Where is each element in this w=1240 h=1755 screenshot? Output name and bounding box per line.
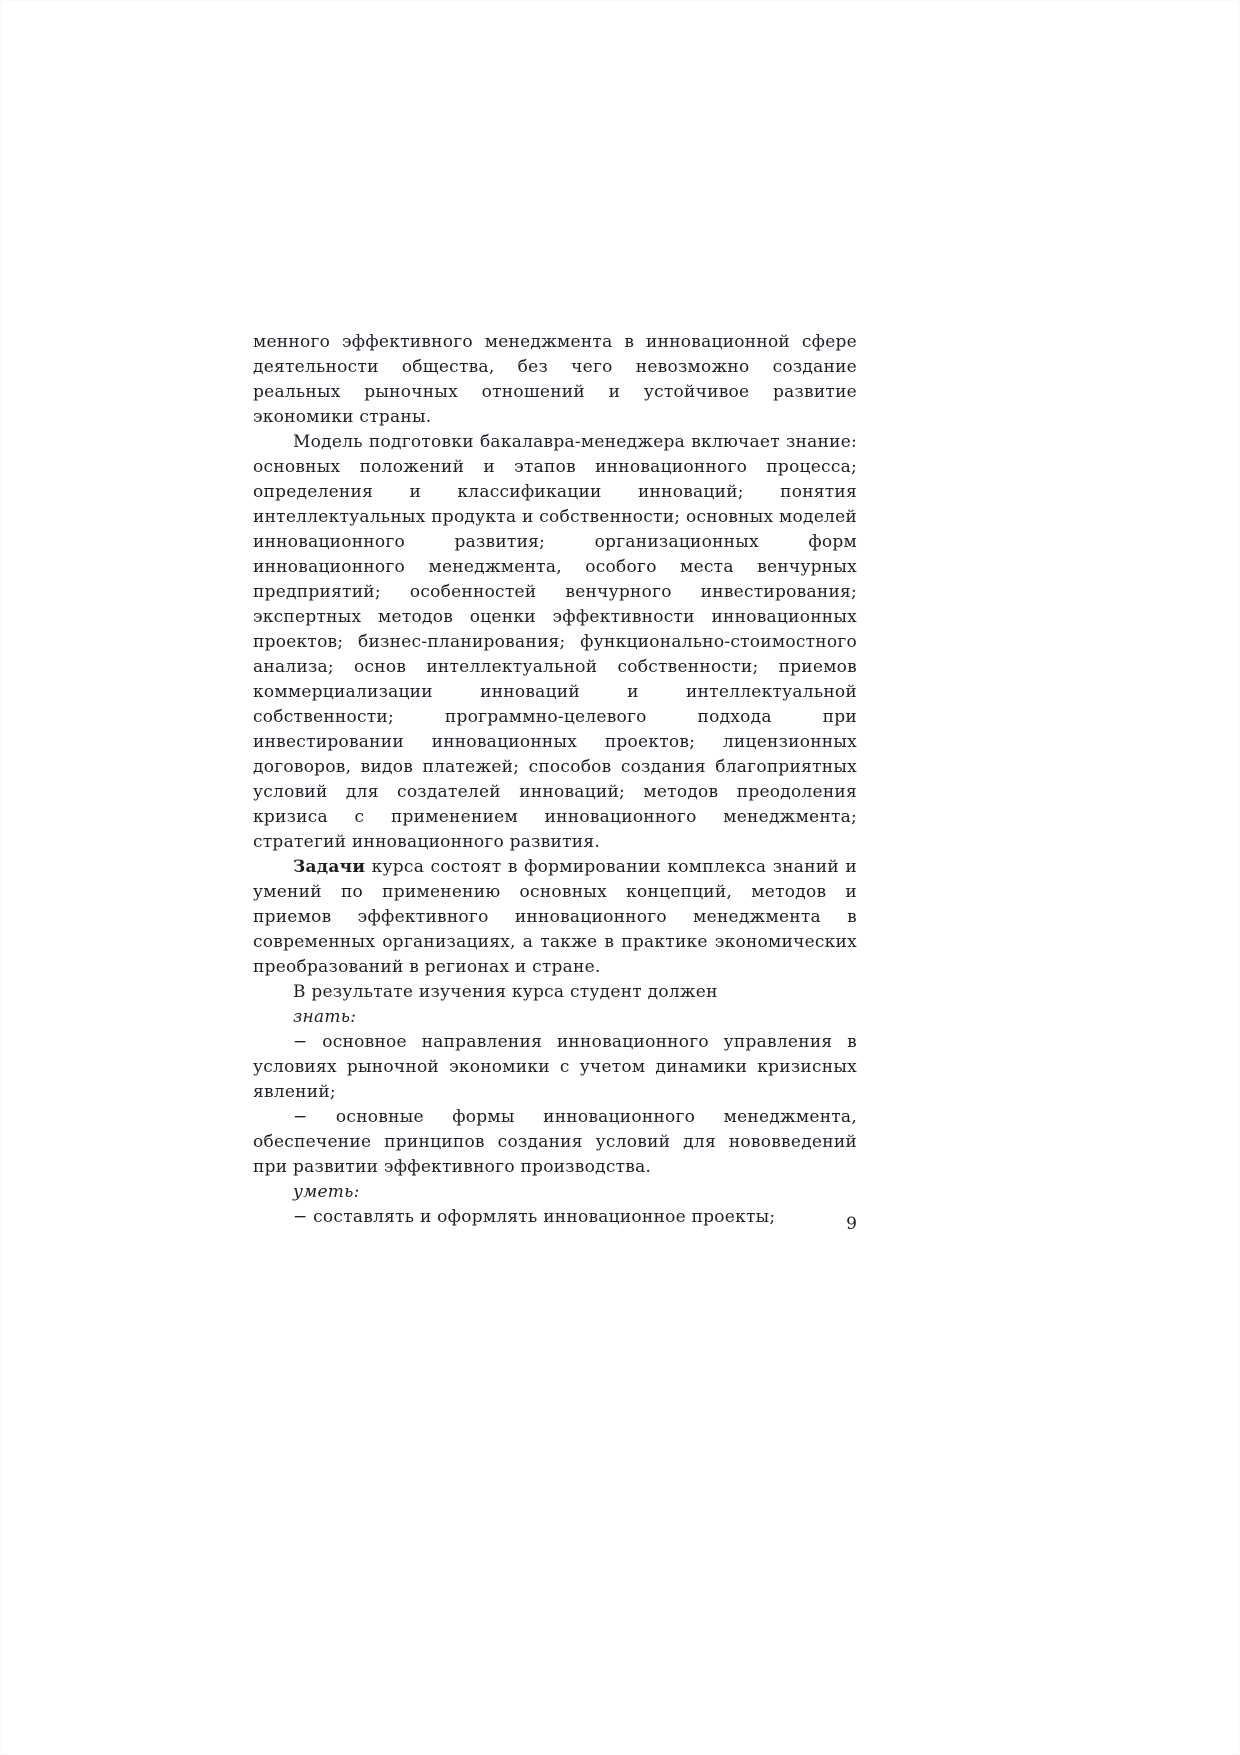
text-run: − основное направления инновационного управления в условиях рыночной экономики с учетом динамики кризисных явлений;	[253, 1032, 857, 1102]
paragraph	[253, 1005, 857, 1030]
paragraph	[253, 430, 857, 855]
text-run: менного эффективного менеджмента в инновационной сфере деятельности общества, без чего невозможно создание реальных рыночных отношений и устойчивое развитие экономики страны.	[253, 332, 857, 427]
paragraph	[253, 855, 857, 980]
paragraph	[253, 1105, 857, 1180]
text-run: курса состоят в формировании комплекса знаний и умений по применению основных концепций, методов и приемов эффективного инновационного менеджмента в современных организациях, а также в практике экономических преобразований в регионах и стране.	[253, 857, 857, 977]
paragraph	[253, 1180, 857, 1205]
text-run: − составлять и оформлять инновационное проекты;	[293, 1207, 776, 1227]
text-run: Модель подготовки бакалавра-менеджера включает знание: основных положений и этапов инновационного процесса; определения и классификации инноваций; понятия интеллектуальных продукта и собственности; основных моделей инновационного развития; организационных форм инновационного менеджмента, особого места венчурных предприятий; особенностей венчурного инвестирования; экспертных методов оценки эффективности инновационных проектов; бизнес-планирования; функционально-стоимостного анализа; основ интеллектуальной собственности; приемов коммерциализации инноваций и интеллектуальной собственности; программно-целевого подхода при инвестировании инновационных проектов; лицензионных договоров, видов платежей; способов создания благоприятных условий для создателей инноваций; методов преодоления кризиса с применением инновационного менеджмента; стратегий инновационного развития.	[253, 432, 857, 852]
text-run: В результате изучения курса студент должен	[293, 982, 718, 1002]
paragraph	[253, 980, 857, 1005]
paragraph	[253, 330, 857, 430]
page-number: 9	[846, 1214, 857, 1234]
text-run: Задачи	[293, 857, 366, 877]
text-run: − основные формы инновационного менеджмента, обеспечение принципов создания условий для нововведений при развитии эффективного производства.	[253, 1107, 857, 1177]
text-block	[253, 330, 857, 1230]
text-run: знать:	[293, 1007, 357, 1027]
text-run: уметь:	[293, 1182, 360, 1202]
paragraph	[253, 1030, 857, 1105]
